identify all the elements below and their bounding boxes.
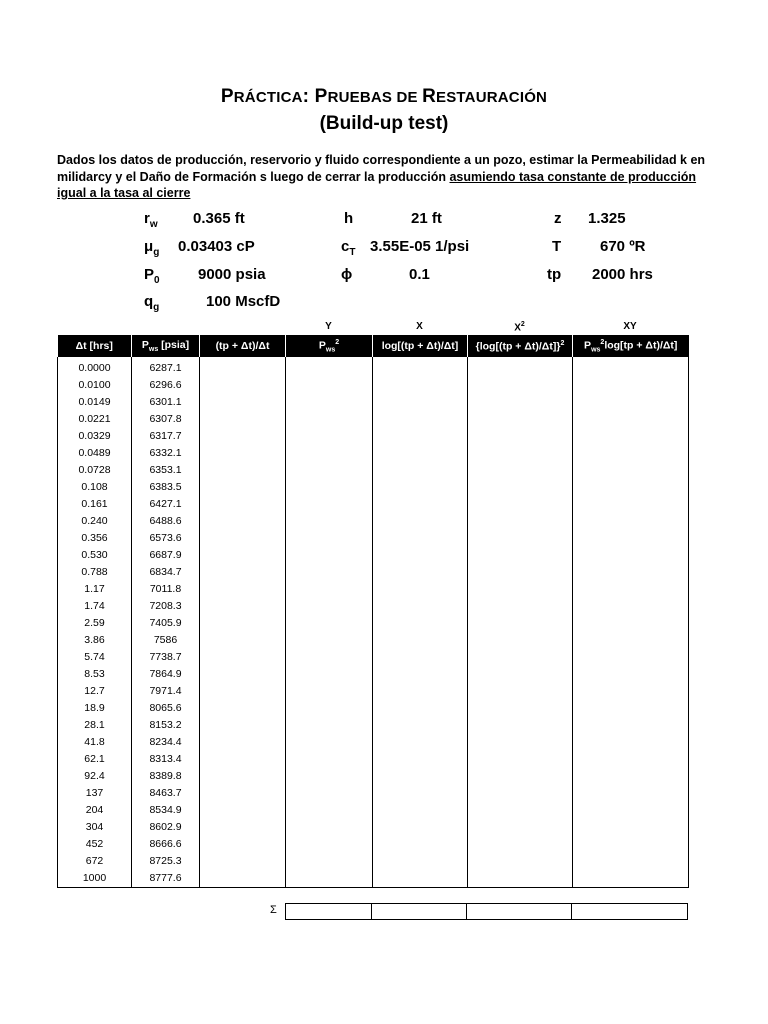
- cell-empty[interactable]: [200, 428, 286, 445]
- cell-empty[interactable]: [373, 649, 468, 666]
- cell-pws: 7208.3: [132, 598, 200, 615]
- cell-empty[interactable]: [286, 445, 373, 462]
- cell-dt: 0.0489: [58, 445, 132, 462]
- sum-cell-xy[interactable]: [572, 904, 688, 920]
- col-label-xy: XY: [623, 321, 637, 332]
- cell-empty[interactable]: [573, 462, 689, 479]
- cell-pws: 6307.8: [132, 411, 200, 428]
- cell-empty[interactable]: [200, 785, 286, 802]
- cell-dt: 3.86: [58, 632, 132, 649]
- cell-empty[interactable]: [373, 445, 468, 462]
- sum-cell-y[interactable]: [286, 904, 372, 920]
- cell-pws: 6687.9: [132, 547, 200, 564]
- table-row: [58, 581, 689, 598]
- cell-dt: 0.0000: [58, 357, 132, 377]
- cell-empty[interactable]: [286, 870, 373, 888]
- cell-pws: 7738.7: [132, 649, 200, 666]
- cell-empty[interactable]: [468, 496, 573, 513]
- cell-empty[interactable]: [573, 564, 689, 581]
- cell-pws: 6332.1: [132, 445, 200, 462]
- table-row: [58, 357, 689, 377]
- cell-empty[interactable]: [200, 632, 286, 649]
- table-row: [58, 819, 689, 836]
- cell-empty[interactable]: [468, 462, 573, 479]
- cell-empty[interactable]: [373, 530, 468, 547]
- table-row: [58, 751, 689, 768]
- table-row: [58, 666, 689, 683]
- sum-row: [285, 903, 688, 920]
- param-tp-label: tp: [547, 266, 562, 283]
- cell-pws: 7405.9: [132, 615, 200, 632]
- param-h-label: h: [344, 210, 354, 227]
- cell-empty[interactable]: [200, 717, 286, 734]
- table-row: [58, 768, 689, 785]
- cell-empty[interactable]: [286, 377, 373, 394]
- cell-pws: 8153.2: [132, 717, 200, 734]
- cell-empty[interactable]: [468, 734, 573, 751]
- cell-empty[interactable]: [373, 853, 468, 870]
- cell-empty[interactable]: [373, 666, 468, 683]
- header-xy: $P_{ws}^2\log[tp + \Delta t)/\Delta t$]: [573, 335, 689, 357]
- cell-dt: 0.0149: [58, 394, 132, 411]
- cell-empty[interactable]: [373, 700, 468, 717]
- cell-dt: 0.530: [58, 547, 132, 564]
- cell-pws: 6287.1: [132, 357, 200, 377]
- cell-empty[interactable]: [373, 357, 468, 377]
- cell-empty[interactable]: [200, 394, 286, 411]
- cell-empty[interactable]: [573, 394, 689, 411]
- cell-empty[interactable]: [468, 836, 573, 853]
- cell-dt: 0.356: [58, 530, 132, 547]
- cell-dt: 92.4: [58, 768, 132, 785]
- cell-empty[interactable]: [200, 377, 286, 394]
- table-header-row: [58, 335, 689, 357]
- param-z-label: z: [554, 210, 562, 227]
- cell-empty[interactable]: [373, 836, 468, 853]
- cell-empty[interactable]: [286, 819, 373, 836]
- cell-empty[interactable]: [373, 377, 468, 394]
- data-table: [57, 335, 689, 888]
- cell-empty[interactable]: [573, 513, 689, 530]
- cell-empty[interactable]: [286, 666, 373, 683]
- cell-empty[interactable]: [286, 751, 373, 768]
- cell-empty[interactable]: [468, 428, 573, 445]
- cell-empty[interactable]: [373, 496, 468, 513]
- table-row: [58, 394, 689, 411]
- cell-empty[interactable]: [573, 751, 689, 768]
- cell-empty[interactable]: [200, 357, 286, 377]
- page-subtitle: (Build-up test): [319, 113, 449, 134]
- cell-empty[interactable]: [468, 513, 573, 530]
- cell-empty[interactable]: [573, 632, 689, 649]
- cell-empty[interactable]: [200, 445, 286, 462]
- cell-empty[interactable]: [573, 615, 689, 632]
- cell-empty[interactable]: [200, 802, 286, 819]
- cell-empty[interactable]: [200, 870, 286, 888]
- cell-pws: 7971.4: [132, 683, 200, 700]
- cell-empty[interactable]: [200, 462, 286, 479]
- cell-pws: 6573.6: [132, 530, 200, 547]
- table-row: [58, 462, 689, 479]
- cell-empty[interactable]: [200, 615, 286, 632]
- table-row: [58, 615, 689, 632]
- cell-empty[interactable]: [200, 581, 286, 598]
- cell-empty[interactable]: [200, 683, 286, 700]
- cell-dt: 1.74: [58, 598, 132, 615]
- col-label-x2: $X^2$: [514, 321, 525, 334]
- cell-dt: 1.17: [58, 581, 132, 598]
- cell-empty[interactable]: [200, 530, 286, 547]
- cell-empty[interactable]: [468, 530, 573, 547]
- page-title: PRÁCTICA: PRUEBAS DE RESTAURACIÓN: [220, 86, 548, 107]
- cell-dt: 304: [58, 819, 132, 836]
- table-row: [58, 598, 689, 615]
- table-row: [58, 411, 689, 428]
- cell-empty[interactable]: [468, 564, 573, 581]
- cell-empty[interactable]: [286, 683, 373, 700]
- cell-empty[interactable]: [286, 581, 373, 598]
- cell-empty[interactable]: [573, 581, 689, 598]
- cell-dt: 28.1: [58, 717, 132, 734]
- cell-empty[interactable]: [573, 445, 689, 462]
- cell-empty[interactable]: [373, 870, 468, 888]
- table-row: [58, 428, 689, 445]
- cell-empty[interactable]: [286, 496, 373, 513]
- param-qg-value: 100 MscfD: [206, 293, 281, 310]
- cell-empty[interactable]: [468, 768, 573, 785]
- cell-empty[interactable]: [286, 768, 373, 785]
- cell-dt: 0.0100: [58, 377, 132, 394]
- param-mu-value: 0.03403 cP: [178, 238, 255, 255]
- cell-empty[interactable]: [573, 377, 689, 394]
- cell-empty[interactable]: [573, 357, 689, 377]
- cell-empty[interactable]: [573, 666, 689, 683]
- param-rw-label: $r_w$: [144, 210, 158, 230]
- cell-empty[interactable]: [200, 700, 286, 717]
- cell-empty[interactable]: [573, 411, 689, 428]
- cell-empty[interactable]: [573, 802, 689, 819]
- cell-empty[interactable]: [200, 547, 286, 564]
- cell-empty[interactable]: [573, 717, 689, 734]
- cell-empty[interactable]: [373, 462, 468, 479]
- cell-empty[interactable]: [468, 666, 573, 683]
- table-row: [58, 836, 689, 853]
- cell-empty[interactable]: [286, 785, 373, 802]
- cell-empty[interactable]: [573, 496, 689, 513]
- cell-empty[interactable]: [200, 479, 286, 496]
- param-ct-value: 3.55E-05 1/psi: [370, 238, 470, 255]
- cell-empty[interactable]: [200, 496, 286, 513]
- cell-empty[interactable]: [286, 564, 373, 581]
- cell-dt: 1000: [58, 870, 132, 888]
- cell-empty[interactable]: [286, 836, 373, 853]
- cell-empty[interactable]: [373, 819, 468, 836]
- cell-empty[interactable]: [573, 734, 689, 751]
- header-log2: $\{\log[(tp + \Delta t)/\Delta t]\}^2$: [468, 335, 573, 357]
- table-row: [58, 445, 689, 462]
- param-h-value: 21 ft: [411, 210, 442, 227]
- table-row: [58, 479, 689, 496]
- cell-dt: 5.74: [58, 649, 132, 666]
- table-row: [58, 564, 689, 581]
- header-dt: Δt [hrs]: [58, 335, 132, 357]
- cell-empty[interactable]: [468, 819, 573, 836]
- cell-empty[interactable]: [468, 802, 573, 819]
- cell-pws: 7864.9: [132, 666, 200, 683]
- cell-empty[interactable]: [286, 632, 373, 649]
- header-log: log[(tp + Δt)/Δt]: [373, 335, 468, 357]
- cell-empty[interactable]: [573, 768, 689, 785]
- cell-pws: 6296.6: [132, 377, 200, 394]
- param-z-value: 1.325: [588, 210, 626, 227]
- cell-dt: 0.108: [58, 479, 132, 496]
- cell-empty[interactable]: [373, 632, 468, 649]
- cell-pws: 6834.7: [132, 564, 200, 581]
- cell-dt: 0.240: [58, 513, 132, 530]
- cell-empty[interactable]: [373, 547, 468, 564]
- cell-empty[interactable]: [468, 581, 573, 598]
- cell-empty[interactable]: [573, 547, 689, 564]
- param-mu-label: $\mu_g$: [144, 238, 160, 258]
- cell-empty[interactable]: [573, 853, 689, 870]
- cell-empty[interactable]: [468, 547, 573, 564]
- cell-empty[interactable]: [373, 683, 468, 700]
- cell-empty[interactable]: [468, 683, 573, 700]
- param-T-value: 670 ºR: [600, 238, 646, 255]
- cell-empty[interactable]: [200, 819, 286, 836]
- cell-empty[interactable]: [200, 853, 286, 870]
- cell-dt: 0.161: [58, 496, 132, 513]
- cell-dt: 18.9: [58, 700, 132, 717]
- param-tp-value: 2000 hrs: [592, 266, 653, 283]
- cell-empty[interactable]: [200, 734, 286, 751]
- cell-pws: 8389.8: [132, 768, 200, 785]
- cell-empty[interactable]: [286, 411, 373, 428]
- param-qg-label: $q_g$: [144, 293, 160, 313]
- cell-empty[interactable]: [200, 836, 286, 853]
- cell-pws: 8777.6: [132, 870, 200, 888]
- cell-empty[interactable]: [573, 598, 689, 615]
- table-row: [58, 649, 689, 666]
- table-row: [58, 530, 689, 547]
- cell-empty[interactable]: [468, 700, 573, 717]
- param-T-label: T: [552, 238, 562, 255]
- cell-empty[interactable]: [286, 598, 373, 615]
- cell-empty[interactable]: [373, 479, 468, 496]
- cell-pws: 6317.7: [132, 428, 200, 445]
- cell-empty[interactable]: [573, 530, 689, 547]
- intro-paragraph: Dados los datos de producción, reservorio y fluido correspondiente a un pozo, estimar la Permeabilidad k en milidarcy y el Daño de Formación s luego de cerrar la producción asumiendo tasa constante de producción igual a la tasa al cierre: [57, 153, 706, 200]
- cell-dt: 452: [58, 836, 132, 853]
- cell-empty[interactable]: [573, 649, 689, 666]
- cell-empty[interactable]: [468, 717, 573, 734]
- table-row: [58, 700, 689, 717]
- cell-empty[interactable]: [286, 547, 373, 564]
- header-pws2: $P_{ws}^2$: [286, 335, 373, 357]
- cell-empty[interactable]: [468, 411, 573, 428]
- cell-empty[interactable]: [200, 598, 286, 615]
- cell-empty[interactable]: [468, 615, 573, 632]
- cell-empty[interactable]: [286, 530, 373, 547]
- cell-pws: 8534.9: [132, 802, 200, 819]
- table-row: [58, 734, 689, 751]
- cell-dt: 0.0728: [58, 462, 132, 479]
- table-row: [58, 853, 689, 870]
- cell-pws: 6427.1: [132, 496, 200, 513]
- cell-pws: 7011.8: [132, 581, 200, 598]
- cell-empty[interactable]: [468, 394, 573, 411]
- param-p0-label: $P_0$: [144, 266, 160, 286]
- cell-empty[interactable]: [373, 751, 468, 768]
- cell-empty[interactable]: [200, 513, 286, 530]
- cell-empty[interactable]: [573, 819, 689, 836]
- cell-empty[interactable]: [468, 377, 573, 394]
- cell-empty[interactable]: [468, 632, 573, 649]
- cell-pws: 8463.7: [132, 785, 200, 802]
- cell-empty[interactable]: [373, 734, 468, 751]
- table-row: [58, 377, 689, 394]
- cell-empty[interactable]: [200, 649, 286, 666]
- cell-empty[interactable]: [286, 853, 373, 870]
- cell-dt: 204: [58, 802, 132, 819]
- cell-empty[interactable]: [373, 394, 468, 411]
- param-ct-label: $c_T$: [341, 238, 356, 258]
- cell-empty[interactable]: [286, 734, 373, 751]
- cell-empty[interactable]: [373, 598, 468, 615]
- param-rw-value: 0.365 ft: [193, 210, 245, 227]
- cell-empty[interactable]: [200, 666, 286, 683]
- cell-empty[interactable]: [573, 785, 689, 802]
- cell-empty[interactable]: [286, 615, 373, 632]
- cell-dt: 672: [58, 853, 132, 870]
- cell-dt: 0.0329: [58, 428, 132, 445]
- cell-empty[interactable]: [286, 802, 373, 819]
- cell-empty[interactable]: [468, 445, 573, 462]
- cell-empty[interactable]: [200, 768, 286, 785]
- cell-pws: 8725.3: [132, 853, 200, 870]
- cell-empty[interactable]: [468, 598, 573, 615]
- table-row: [58, 513, 689, 530]
- cell-pws: 6353.1: [132, 462, 200, 479]
- cell-dt: 12.7: [58, 683, 132, 700]
- param-phi-value: 0.1: [409, 266, 430, 283]
- cell-empty[interactable]: [286, 700, 373, 717]
- cell-empty[interactable]: [573, 836, 689, 853]
- sum-cell-x[interactable]: [372, 904, 467, 920]
- cell-dt: 0.788: [58, 564, 132, 581]
- cell-empty[interactable]: [286, 479, 373, 496]
- cell-empty[interactable]: [468, 870, 573, 888]
- table-row: [58, 632, 689, 649]
- sum-cell-x2[interactable]: [467, 904, 572, 920]
- cell-empty[interactable]: [573, 683, 689, 700]
- cell-empty[interactable]: [373, 428, 468, 445]
- cell-pws: 7586: [132, 632, 200, 649]
- col-label-x: X: [416, 321, 423, 332]
- cell-pws: 6301.1: [132, 394, 200, 411]
- cell-pws: 8234.4: [132, 734, 200, 751]
- cell-empty[interactable]: [468, 751, 573, 768]
- sum-symbol: Σ: [270, 904, 277, 916]
- cell-empty[interactable]: [286, 462, 373, 479]
- cell-empty[interactable]: [373, 581, 468, 598]
- cell-empty[interactable]: [373, 717, 468, 734]
- cell-empty[interactable]: [286, 513, 373, 530]
- cell-pws: 8666.6: [132, 836, 200, 853]
- table-row: [58, 683, 689, 700]
- cell-pws: 6488.6: [132, 513, 200, 530]
- table-row: [58, 717, 689, 734]
- cell-empty[interactable]: [286, 394, 373, 411]
- cell-dt: 8.53: [58, 666, 132, 683]
- cell-empty[interactable]: [373, 802, 468, 819]
- header-ratio: (tp + Δt)/Δt: [200, 335, 286, 357]
- cell-empty[interactable]: [468, 785, 573, 802]
- param-p0-value: 9000 psia: [198, 266, 266, 283]
- cell-empty[interactable]: [573, 870, 689, 888]
- cell-empty[interactable]: [286, 357, 373, 377]
- cell-empty[interactable]: [200, 411, 286, 428]
- cell-pws: 6383.5: [132, 479, 200, 496]
- cell-empty[interactable]: [286, 649, 373, 666]
- cell-empty[interactable]: [573, 479, 689, 496]
- cell-pws: 8602.9: [132, 819, 200, 836]
- cell-empty[interactable]: [373, 411, 468, 428]
- cell-empty[interactable]: [468, 649, 573, 666]
- cell-empty[interactable]: [286, 428, 373, 445]
- cell-empty[interactable]: [373, 513, 468, 530]
- cell-dt: 137: [58, 785, 132, 802]
- table-row: [58, 547, 689, 564]
- cell-empty[interactable]: [373, 768, 468, 785]
- cell-empty[interactable]: [200, 751, 286, 768]
- header-pws: $P_{ws}$ [psia]: [132, 335, 200, 357]
- col-label-y: Y: [325, 321, 332, 332]
- cell-empty[interactable]: [468, 853, 573, 870]
- cell-dt: 41.8: [58, 734, 132, 751]
- table-row: [58, 496, 689, 513]
- param-phi-label: ϕ: [341, 266, 353, 283]
- table-row: [58, 785, 689, 802]
- cell-empty[interactable]: [573, 428, 689, 445]
- cell-empty[interactable]: [373, 785, 468, 802]
- cell-empty[interactable]: [200, 564, 286, 581]
- cell-empty[interactable]: [468, 479, 573, 496]
- cell-dt: 2.59: [58, 615, 132, 632]
- cell-empty[interactable]: [468, 357, 573, 377]
- cell-pws: 8065.6: [132, 700, 200, 717]
- table-row: [58, 802, 689, 819]
- cell-empty[interactable]: [286, 717, 373, 734]
- cell-empty[interactable]: [373, 615, 468, 632]
- table-row: [58, 870, 689, 888]
- cell-dt: 62.1: [58, 751, 132, 768]
- cell-pws: 8313.4: [132, 751, 200, 768]
- cell-dt: 0.0221: [58, 411, 132, 428]
- cell-empty[interactable]: [573, 700, 689, 717]
- cell-empty[interactable]: [373, 564, 468, 581]
